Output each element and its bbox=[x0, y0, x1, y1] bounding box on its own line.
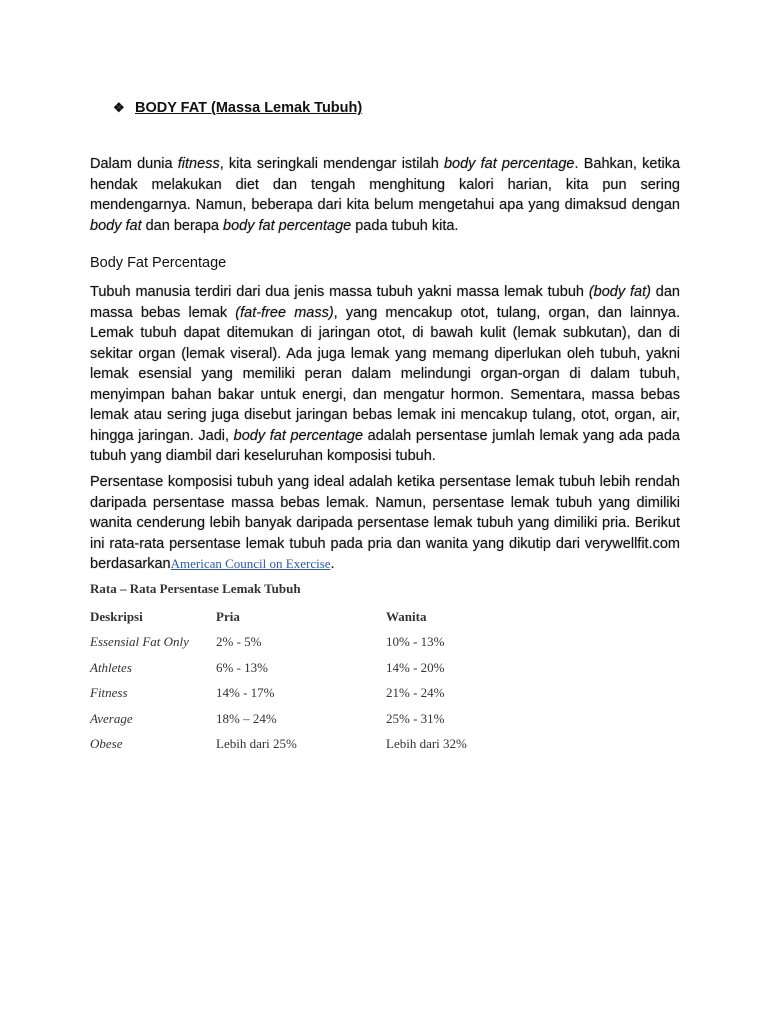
table-row bbox=[90, 706, 506, 732]
cell-wanita: 25% - 31% bbox=[386, 710, 445, 726]
cell-wanita: 10% - 13% bbox=[386, 634, 445, 650]
subheading: Body Fat Percentage bbox=[90, 255, 227, 271]
cell-deskripsi: Average bbox=[90, 710, 133, 726]
table-header-row bbox=[90, 604, 506, 630]
body-italic-3: body fat percentage bbox=[233, 427, 364, 444]
body-italic-1: (body fat) bbox=[588, 284, 651, 300]
cell-deskripsi: Obese bbox=[90, 736, 123, 752]
diamond-bullet-icon: ❖ bbox=[113, 100, 125, 115]
cell-wanita: 14% - 20% bbox=[386, 659, 445, 675]
table-row bbox=[90, 732, 506, 758]
intro-text-5: pada tubuh kita. bbox=[351, 217, 459, 234]
intro-text-2: , kita seringkali mendengar istilah bbox=[219, 156, 444, 172]
intro-paragraph bbox=[90, 154, 680, 236]
cell-pria: 18% – 24% bbox=[216, 710, 277, 726]
cell-pria: Lebih dari 25% bbox=[216, 736, 297, 752]
composition-paragraph bbox=[90, 472, 680, 575]
body-text-3: , yang mencakup otot, tulang, organ, dan lainnya. Lemak tubuh dapat ditemukan di jaringan otot, di bawah kulit (lemak subkutan), dan di sekitar organ (lemak viseral). Ada juga lemak yang memang diperlukan oleh tubuh, yakni lemak esensial yang memiliki peran dalam melindungi organ-organ di dalam tubuh, menyimpan bahan bakar untuk energi, dan mengatur hormon. Sementara, massa bebas lemak atau sering juga disebut jaringan bebas lemak ini mencakup tulang, otot, organ, air, hingga jaringan. Jadi, bbox=[90, 304, 681, 444]
composition-text-2: . bbox=[330, 556, 335, 572]
body-text-2: dan massa bebas lemak bbox=[90, 284, 680, 321]
cell-pria: 2% - 5% bbox=[216, 634, 262, 650]
cell-deskripsi: Fitness bbox=[90, 685, 128, 701]
body-text-1: Tubuh manusia terdiri dari dua jenis massa tubuh yakni massa lemak tubuh bbox=[90, 284, 589, 300]
body-text-4: adalah persentase jumlah lemak yang ada pada tubuh yang diambil dari keseluruhan komposisi tubuh. bbox=[90, 427, 680, 464]
intro-italic-4: body fat percentage bbox=[223, 217, 352, 234]
body-fat-table bbox=[90, 604, 506, 757]
intro-italic-2: body fat percentage bbox=[443, 156, 575, 172]
intro-italic-3: body fat bbox=[90, 217, 142, 234]
cell-deskripsi: Essensial Fat Only bbox=[90, 634, 189, 650]
header-deskripsi: Deskripsi bbox=[90, 608, 143, 624]
section-title: BODY FAT (Massa Lemak Tubuh) bbox=[135, 100, 363, 116]
intro-text-1: Dalam dunia bbox=[90, 156, 178, 172]
cell-wanita: Lebih dari 32% bbox=[386, 736, 467, 752]
ace-link[interactable]: American Council on Exercise bbox=[170, 556, 331, 571]
header-pria: Pria bbox=[216, 608, 240, 624]
table-row bbox=[90, 655, 506, 681]
table-row bbox=[90, 630, 506, 656]
intro-text-3: . Bahkan, ketika hendak melakukan diet dan tengah menghitung kalori harian, kita pun sering mendengarnya. Namun, beberapa dari kita belum mengetahui apa yang dimaksud dengan bbox=[90, 156, 681, 213]
header-wanita: Wanita bbox=[386, 608, 427, 624]
section-heading bbox=[113, 100, 362, 116]
body-italic-2: (fat-free mass) bbox=[235, 304, 334, 321]
table-title: Rata – Rata Persentase Lemak Tubuh bbox=[90, 581, 301, 596]
cell-pria: 14% - 17% bbox=[216, 685, 275, 701]
intro-text-4: dan berapa bbox=[141, 217, 224, 234]
cell-wanita: 21% - 24% bbox=[386, 685, 445, 701]
table-row bbox=[90, 681, 506, 707]
cell-pria: 6% - 13% bbox=[216, 659, 268, 675]
cell-deskripsi: Athletes bbox=[90, 659, 132, 675]
composition-text-1: Persentase komposisi tubuh yang ideal adalah ketika persentase lemak tubuh lebih rendah daripada persentase massa bebas lemak. Namun, persentase lemak tubuh yang dimiliki wanita cenderung lebih banyak daripada persentase lemak tubuh yang dimiliki pria. Berikut ini rata-rata persentase lemak tubuh pada pria dan wanita yang dikutip dari verywellfit.com berdasarkan bbox=[90, 474, 680, 572]
body-fat-paragraph bbox=[90, 282, 680, 467]
intro-italic-1: fitness bbox=[177, 156, 220, 172]
